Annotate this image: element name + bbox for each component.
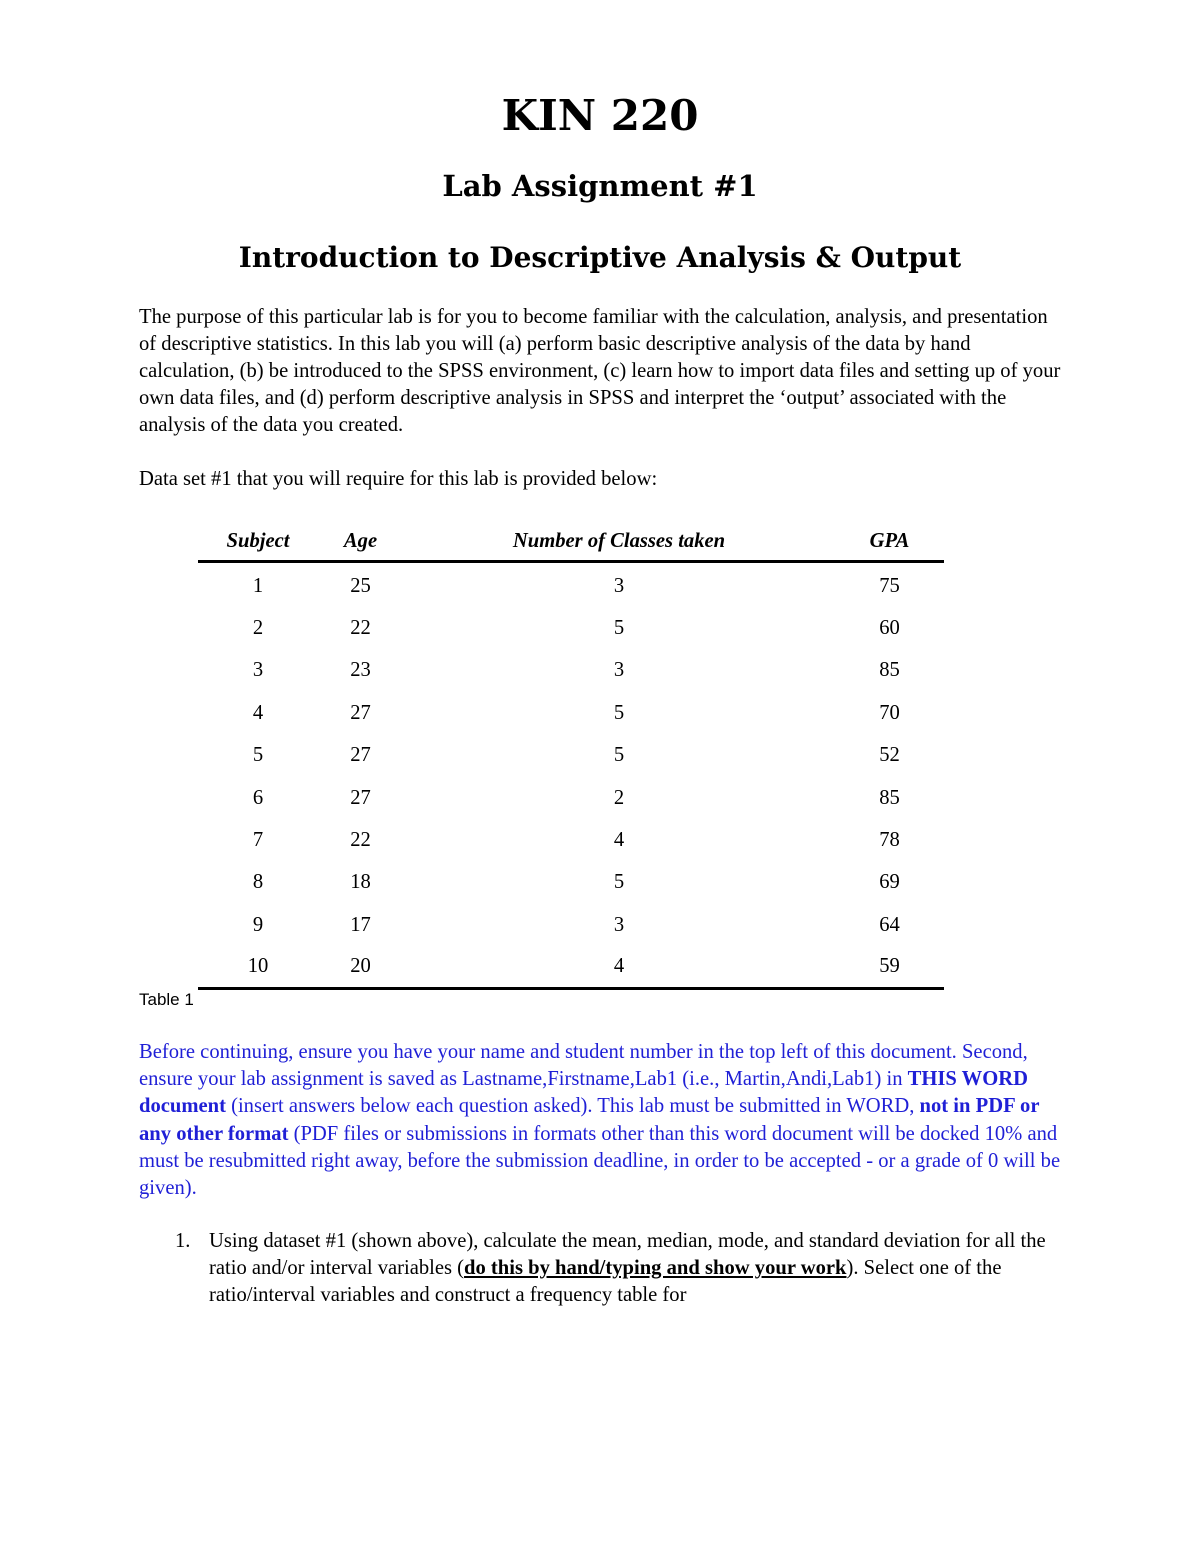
question-list [139,1228,1059,1310]
cell-classes: 5 [613,701,625,724]
cell-classes: 4 [613,829,625,852]
table-row [198,650,944,692]
submission-notice [139,1039,1069,1202]
dataset-table [198,522,944,990]
header-age: Age [318,522,403,562]
cell-gpa: 70 [879,701,900,724]
table-row [198,735,944,777]
cell-age: 18 [350,871,371,894]
cell-classes: 4 [403,947,835,989]
question-number: 1. [175,1230,191,1252]
header-subject: Subject [198,522,318,562]
cell-age: 22 [350,617,371,640]
cell-subject: 2 [252,617,264,640]
cell-classes: 2 [613,786,625,809]
cell-classes: 3 [613,574,625,597]
cell-classes: 3 [613,913,625,936]
cell-gpa: 60 [879,617,900,640]
question-text: Using dataset #1 (shown above), calculate the mean, median, mode, and standard deviation for all the ratio and/or interval variables ( [209,1230,1046,1280]
cell-age: 27 [350,786,371,809]
cell-subject: 6 [252,786,264,809]
table-caption: Table 1 [139,990,194,1009]
table-row [198,562,944,608]
notice-text: (PDF files or submissions in formats other than this word document will be docked 10% and must be resubmitted right away, before the submission deadline, in order to be accepted - or a grade of 0 will be given). [139,1122,1061,1200]
cell-age: 20 [318,947,403,989]
cell-age: 27 [350,744,371,767]
cell-subject: 8 [252,871,264,894]
cell-gpa: 52 [879,744,900,767]
assignment-title: Lab Assignment #1 [442,169,758,203]
question-emphasis: do this by hand/typing and show your work [464,1257,847,1280]
table-row [198,607,944,649]
cell-gpa: 78 [879,829,900,852]
question-text: ). Select one of the ratio/interval variables and construct a frequency table for [209,1257,1002,1307]
notice-emphasis-word-document: THIS WORD document [139,1068,1029,1118]
cell-gpa: 59 [835,947,944,989]
cell-gpa: 64 [879,913,900,936]
notice-text: Before continuing, ensure you have your name and student number in the top left of this document. Second, ensure your lab assignment is saved as Lastname,Firstname,Lab1 (i.e., Martin,Andi,Lab1) in [139,1041,1028,1091]
cell-gpa: 75 [879,574,900,597]
cell-gpa: 85 [879,786,900,809]
question-item [139,1228,1059,1310]
cell-age: 27 [350,701,371,724]
table-row [198,947,944,989]
table-header-row [198,522,944,562]
cell-classes: 5 [613,871,625,894]
topic-heading: Introduction to Descriptive Analysis & Output [238,241,962,274]
cell-gpa: 85 [879,659,900,682]
table-row [198,777,944,819]
course-title: KIN 220 [501,91,699,140]
cell-subject: 1 [252,574,264,597]
cell-subject: 7 [252,829,264,852]
notice-emphasis-format: not in PDF or any other format [139,1095,1040,1145]
cell-age: 25 [350,574,371,597]
table-row [198,692,944,734]
cell-classes: 3 [613,659,625,682]
cell-classes: 5 [613,617,625,640]
intro-paragraph: The purpose of this particular lab is for you to become familiar with the calculation, analysis, and presentation of descriptive statistics. In this lab you will (a) perform basic descriptive analysis of the data by hand calculation, (b) be introduced to the SPSS environment, (c) learn how to import data files and setting up of your own data files, and (d) perform descriptive analysis in SPSS and interpret the ‘output’ associated with the analysis of the data you created. [139,306,1061,436]
table-row [198,819,944,861]
cell-classes: 5 [613,744,625,767]
cell-gpa: 69 [879,871,900,894]
dataset-intro: Data set #1 that you will require for this lab is provided below: [139,468,658,490]
table-row [198,904,944,946]
header-gpa: GPA [835,522,944,562]
cell-age: 17 [350,913,371,936]
header-classes: Number of Classes taken [403,522,835,562]
cell-subject: 3 [252,659,264,682]
cell-subject: 4 [252,701,264,724]
cell-subject: 10 [198,947,318,989]
notice-text: (insert answers below each question asked). This lab must be submitted in WORD, [225,1095,920,1118]
cell-subject: 5 [252,744,264,767]
table-row [198,862,944,904]
cell-subject: 9 [252,913,264,936]
cell-age: 23 [350,659,371,682]
cell-age: 22 [350,829,371,852]
